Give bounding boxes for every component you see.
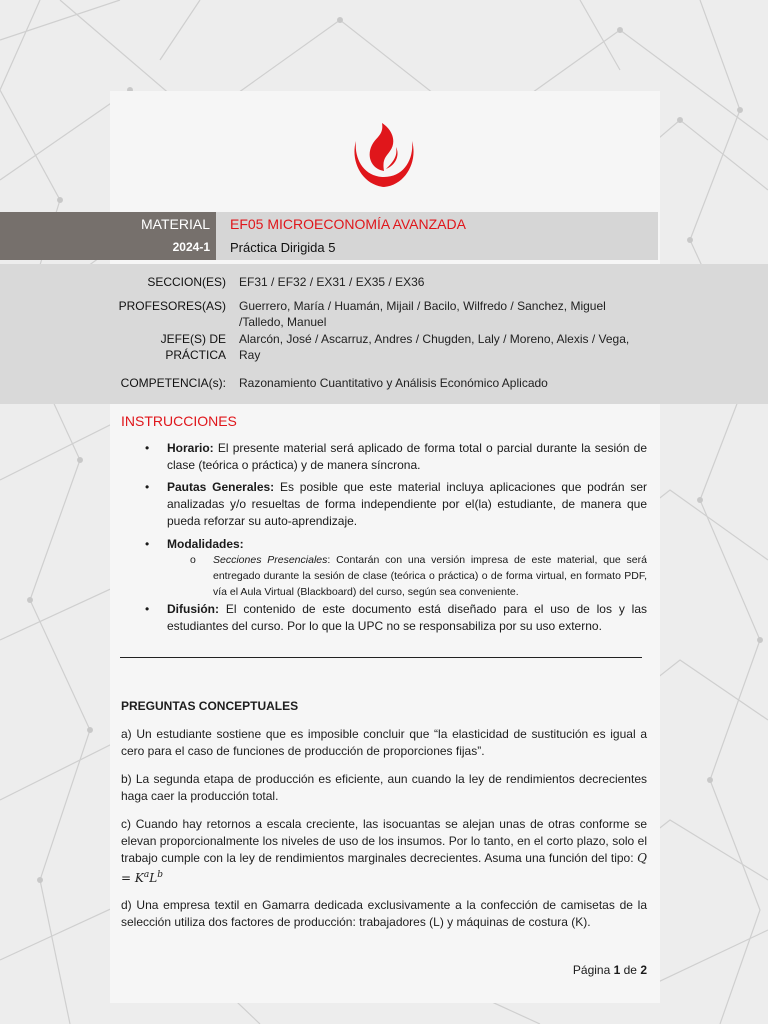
question-c bbox=[121, 816, 647, 887]
preguntas-title: PREGUNTAS CONCEPTUALES bbox=[121, 699, 299, 713]
pautas-label: Pautas Generales: bbox=[167, 480, 275, 494]
presenciales-text: : Contarán con una versión impresa de este material, que será entregado durante la sesión de clase (teórica o práctica) o de forma virtual, en formato PDF, vía el Aula Virtual (Blackboard) del curso, según sea conveniente. bbox=[213, 554, 647, 598]
difusion-text: El contenido de este documento está diseñado para el uso de los y las estudiantes del curso. Por lo que la UPC no se responsabiliza por su uso externo. bbox=[167, 602, 647, 633]
sub-bullet-icon: o bbox=[190, 554, 196, 566]
list-item-modalidades bbox=[145, 536, 647, 553]
difusion-label: Difusión: bbox=[167, 602, 219, 616]
header-right-block bbox=[216, 212, 658, 260]
question-c-text: c) Cuando hay retornos a escala creciente, las isocuantas se alejan unas de otras conforme se elevan proporcionalmente los niveles de uso de los insumos. Por lo tanto, en el corto plazo, solo el trabajo cumple con la ley de rendimientos marginales decrecientes. Asuma una función del tipo: bbox=[121, 817, 647, 865]
horario-text: El presente material será aplicado de forma total o parcial durante la sesión de clase (teórica o práctica) y de manera síncrona. bbox=[167, 441, 647, 472]
profesores-value: Guerrero, María / Huamán, Mijail / Bacilo, Wilfredo / Sanchez, Miguel /Talledo, Manuel bbox=[239, 299, 606, 329]
jefes-label-line2: PRÁCTICA bbox=[165, 348, 226, 362]
jefes-value: Alarcón, José / Ascarruz, Andres / Chugden, Laly / Moreno, Alexis / Vega, Ray bbox=[239, 332, 630, 362]
list-item-presenciales bbox=[190, 552, 647, 600]
instrucciones-title: INSTRUCCIONES bbox=[121, 413, 237, 429]
list-item-horario bbox=[145, 440, 647, 474]
secciones-value: EF31 / EF32 / EX31 / EX35 / EX36 bbox=[239, 275, 425, 289]
profesores-label: PROFESORES(AS) bbox=[118, 299, 226, 313]
course-title: EF05 MICROECONOMÍA AVANZADA bbox=[230, 216, 466, 232]
presenciales-label: Secciones Presenciales bbox=[213, 554, 328, 566]
bullet-icon: • bbox=[145, 537, 150, 551]
upc-logo bbox=[348, 121, 420, 189]
bullet-icon: • bbox=[145, 480, 150, 494]
info-band bbox=[0, 264, 768, 404]
page-number: Página 1 de 2 bbox=[572, 963, 647, 977]
bullet-icon: • bbox=[145, 441, 150, 455]
pautas-text: Es posible que este material incluya aplicaciones que podrán ser analizadas y/o resueltas de forma independiente por el(la) estudiante, de manera que pueda reforzar su auto-aprendizaje. bbox=[167, 480, 647, 528]
jefes-label-line1: JEFE(S) DE bbox=[160, 332, 226, 346]
competencia-label: COMPETENCIA(s): bbox=[120, 376, 226, 390]
secciones-label: SECCION(ES) bbox=[147, 275, 226, 289]
production-function-formula: $Q = K^aL^b$ bbox=[121, 851, 647, 885]
list-item-difusion bbox=[145, 601, 647, 635]
competencia-value: Razonamiento Cuantitativo y Análisis Económico Aplicado bbox=[239, 376, 548, 390]
section-divider bbox=[120, 657, 642, 658]
header-left-block bbox=[0, 212, 216, 260]
bullet-icon: • bbox=[145, 602, 150, 616]
header-band bbox=[0, 212, 658, 260]
material-label: MATERIAL bbox=[141, 216, 210, 232]
horario-label: Horario: bbox=[167, 441, 214, 455]
question-a: a) Un estudiante sostiene que es imposible concluir que “la elasticidad de sustitución es igual a cero para el caso de funciones de producción de proporciones fijas”. bbox=[121, 727, 647, 758]
modalidades-label: Modalidades: bbox=[167, 537, 244, 551]
year-label: 2024-1 bbox=[172, 240, 210, 254]
list-item-pautas bbox=[145, 479, 647, 530]
question-d: d) Una empresa textil en Gamarra dedicada exclusivamente a la confección de camisetas de la selección utiliza dos factores de producción: trabajadores (L) y máquinas de costura (K). bbox=[121, 898, 647, 929]
document-subtitle: Práctica Dirigida 5 bbox=[230, 240, 336, 255]
question-b: b) La segunda etapa de producción es eficiente, aun cuando la ley de rendimientos decrecientes haga caer la producción total. bbox=[121, 772, 647, 803]
